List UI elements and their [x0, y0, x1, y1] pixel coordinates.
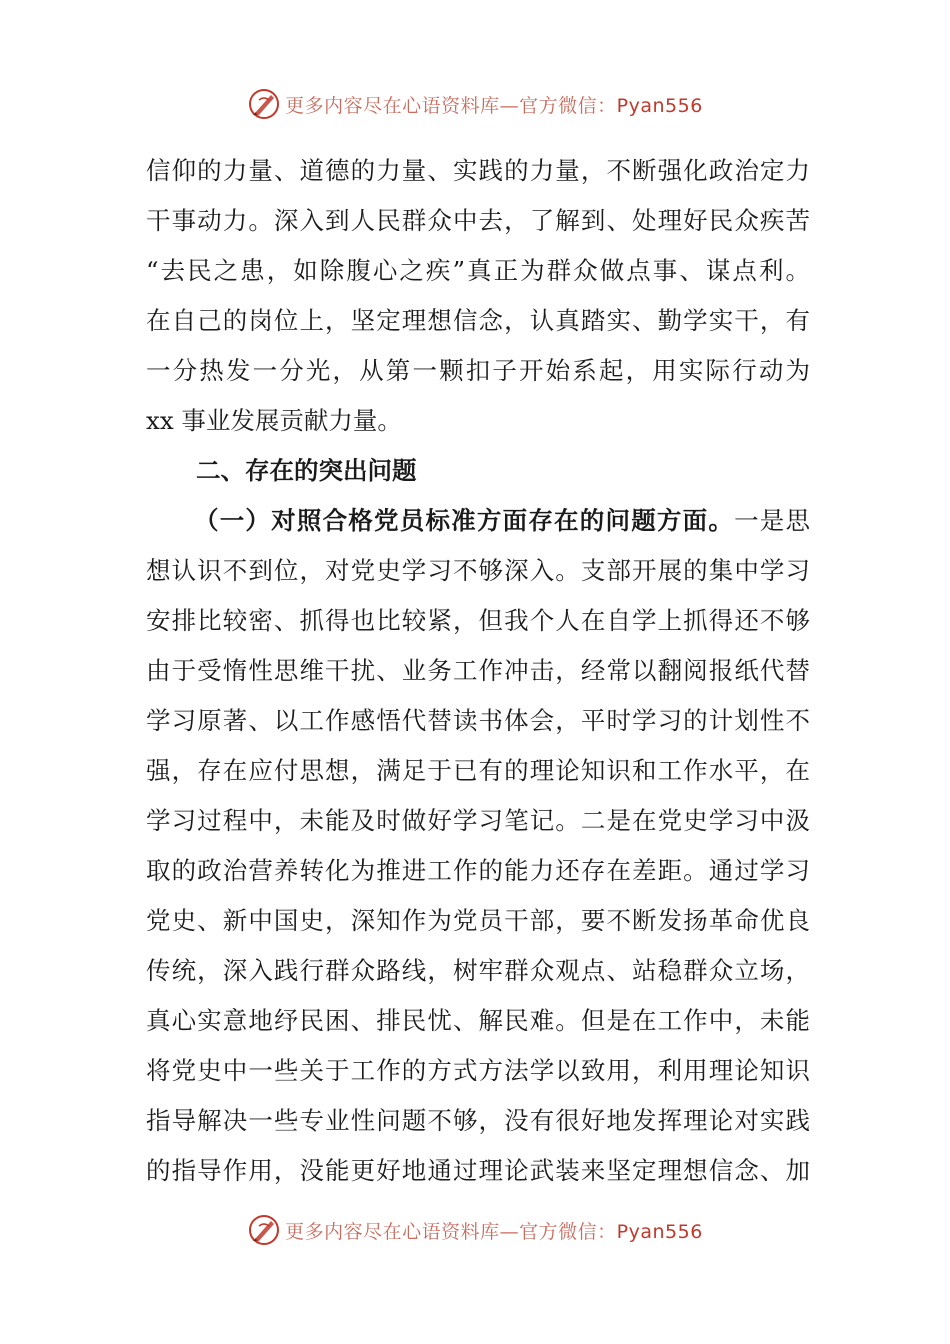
body-line: xx 事业发展贡献力量。	[146, 406, 402, 435]
body-line: 指导解决一些专业性问题不够，没有很好地发挥理论对实践	[146, 1106, 810, 1135]
body-line: “去民之患，如除腹心之疾”真正为群众做点事、谋点利。	[146, 256, 810, 285]
body-line: 学习原著、以工作感悟代替读书体会，平时学习的计划性不	[146, 706, 810, 735]
pen-seal-icon	[247, 87, 281, 121]
body-line: 在自己的岗位上，坚定理想信念，认真踏实、勤学实干，有	[146, 306, 810, 335]
document-body	[146, 146, 810, 1196]
body-line: 传统，深入践行群众路线，树牢群众观点、站稳群众立场，	[146, 956, 810, 985]
section-heading: 二、存在的突出问题	[196, 456, 417, 485]
header-watermark	[0, 84, 950, 124]
body-line: 学习过程中，未能及时做好学习笔记。二是在党史学习中汲	[146, 806, 810, 835]
pen-seal-icon	[247, 1213, 281, 1247]
body-line: 安排比较密、抓得也比较紧，但我个人在自学上抓得还不够	[146, 606, 810, 635]
body-line: 取的政治营养转化为推进工作的能力还存在差距。通过学习	[146, 856, 810, 885]
body-line: 真心实意地纾民困、排民忧、解民难。但是在工作中，未能	[146, 1006, 810, 1035]
body-line: 将党史中一些关于工作的方式方法学以致用，利用理论知识	[146, 1056, 810, 1085]
footer-watermark	[0, 1210, 950, 1250]
body-line: 党史、新中国史，深知作为党员干部，要不断发扬革命优良	[146, 906, 810, 935]
subsection-heading: （一）对照合格党员标准方面存在的问题方面。	[194, 506, 735, 535]
watermark-text: 更多内容尽在心语资料库—官方微信：Pyan556	[285, 1220, 703, 1243]
body-line: 信仰的力量、道德的力量、实践的力量，不断强化政治定力	[146, 156, 810, 185]
subsection-lead-line	[146, 496, 810, 546]
body-line: 的指导作用，没能更好地通过理论武装来坚定理想信念、加	[146, 1156, 810, 1185]
body-line: 想认识不到位，对党史学习不够深入。支部开展的集中学习	[146, 556, 810, 585]
body-text: 一是思	[734, 506, 810, 535]
body-line: 一分热发一分光，从第一颗扣子开始系起，用实际行动为	[146, 356, 810, 385]
body-line: 由于受惰性思维干扰、业务工作冲击，经常以翻阅报纸代替	[146, 656, 810, 685]
body-line: 干事动力。深入到人民群众中去，了解到、处理好民众疾苦	[146, 206, 810, 235]
body-line: 强，存在应付思想，满足于已有的理论知识和工作水平，在	[146, 756, 810, 785]
watermark-text: 更多内容尽在心语资料库—官方微信：Pyan556	[285, 94, 703, 117]
